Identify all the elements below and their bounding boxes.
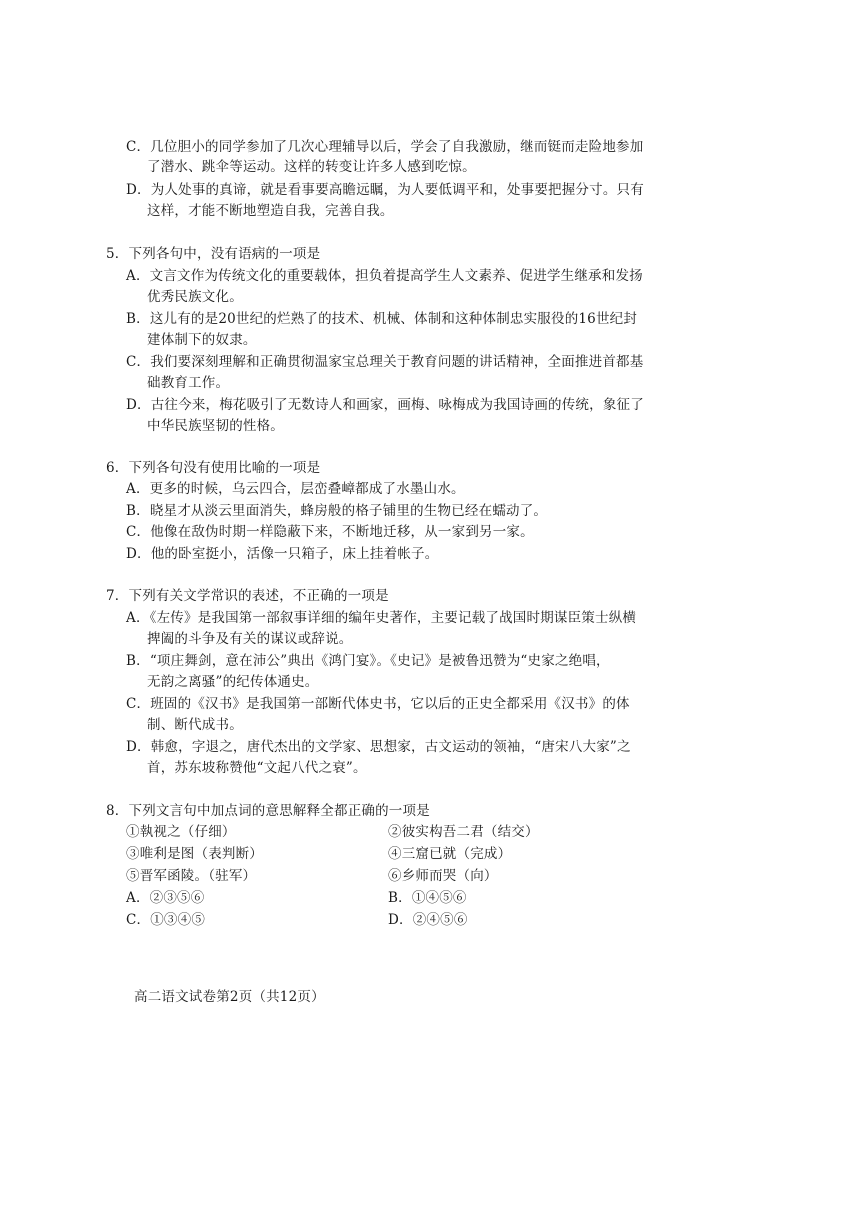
q7-option-a-line1: A．《左传》是我国第一部叙事详细的编年史著作，主要记载了战国时期谋臣策士纵横 [126,610,637,626]
q7-option-c-line1: C．班固的《汉书》是我国第一部断代体史书，它以后的正史全都采用《汉书》的体 [126,696,630,712]
q7-option-c-line2: 制、断代成书。 [147,717,243,733]
q6-option-c: C．他像在敌伪时期一样隐蔽下来，不断地迁移，从一家到另一家。 [126,524,534,540]
q8-option-d: D．②④⑤⑥ [388,912,468,928]
q5-option-b-line2: 建体制下的奴隶。 [147,332,257,348]
q6-option-a: A．更多的时候，乌云四合，层峦叠嶂都成了水墨山水。 [126,481,465,497]
q6-option-b: B．晓星才从淡云里面消失，蜂房般的格子铺里的生物已经在蠕动了。 [126,503,548,519]
q5-option-c-line1: C．我们要深刻理解和正确贯彻温家宝总理关于教育问题的讲话精神，全面推进首都基 [126,354,644,370]
q7-option-a-line2: 捭阖的斗争及有关的谋议或辞说。 [147,631,353,647]
q5-option-b-line1: B．这儿有的是20世纪的烂熟了的技术、机械、体制和这种体制忠实服役的16世纪封 [126,311,638,327]
q8-option-b: B．①④⑤⑥ [388,890,467,906]
q8-item-4: ④三窟已就（完成） [388,846,512,862]
q7-option-b-line1: B．“项庄舞剑，意在沛公”典出《鸿门宴》。《史记》是被鲁迅赞为“史家之绝唱， [126,653,610,669]
q8-item-3: ③唯利是图（表判断） [126,846,263,862]
q8-stem: 8．下列文言句中加点词的意思解释全都正确的一项是 [106,803,430,819]
q8-option-c: C．①③④⑤ [126,912,206,928]
q5-stem: 5．下列各句中，没有语病的一项是 [106,246,321,262]
q6-stem: 6．下列各句没有使用比喻的一项是 [106,460,321,476]
page-footer: 高二语文试卷第2页（共12页） [134,989,325,1005]
q8-item-6: ⑥乡师而哭（向） [388,868,498,884]
q4-option-c-line2: 了潜水、跳伞等运动。这样的转变让许多人感到吃惊。 [147,159,476,175]
q4-option-d-line2: 这样，才能不断地塑造自我，完善自我。 [147,203,394,219]
q7-option-d-line1: D．韩愈，字退之，唐代杰出的文学家、思想家，古文运动的领袖，“唐宋八大家”之 [126,739,631,755]
q7-stem: 7．下列有关文学常识的表述，不正确的一项是 [106,588,389,604]
q5-option-d-line1: D．古往今来，梅花吸引了无数诗人和画家，画梅、咏梅成为我国诗画的传统，象征了 [126,397,644,413]
q4-option-d-line1: D．为人处事的真谛，就是看事要高瞻远瞩，为人要低调平和，处事要把握分寸。只有 [126,182,644,198]
q4-option-c-line1: C．几位胆小的同学参加了几次心理辅导以后，学会了自我激励，继而铤而走险地参加 [126,139,644,155]
q5-option-a-line1: A．文言文作为传统文化的重要载体，担负着提高学生人文素养、促进学生继承和发扬 [126,268,643,284]
q6-option-d: D．他的卧室挺小，活像一只箱子，床上挂着帐子。 [126,546,439,562]
q7-option-b-line2: 无韵之离骚”的纪传体通史。 [147,674,319,690]
q8-option-a: A．②③⑤⑥ [126,890,205,906]
q8-item-1: ①執视之（仔细） [126,824,236,840]
q5-option-d-line2: 中华民族坚韧的性格。 [147,418,284,434]
q8-item-2: ②彼实构吾二君（结交） [388,824,539,840]
q8-item-5: ⑤晋军函陵。（驻军） [126,868,257,884]
q5-option-c-line2: 础教育工作。 [147,375,230,391]
q7-option-d-line2: 首，苏东坡称赞他“文起八代之衰”。 [147,760,367,776]
q5-option-a-line2: 优秀民族文化。 [147,289,243,305]
